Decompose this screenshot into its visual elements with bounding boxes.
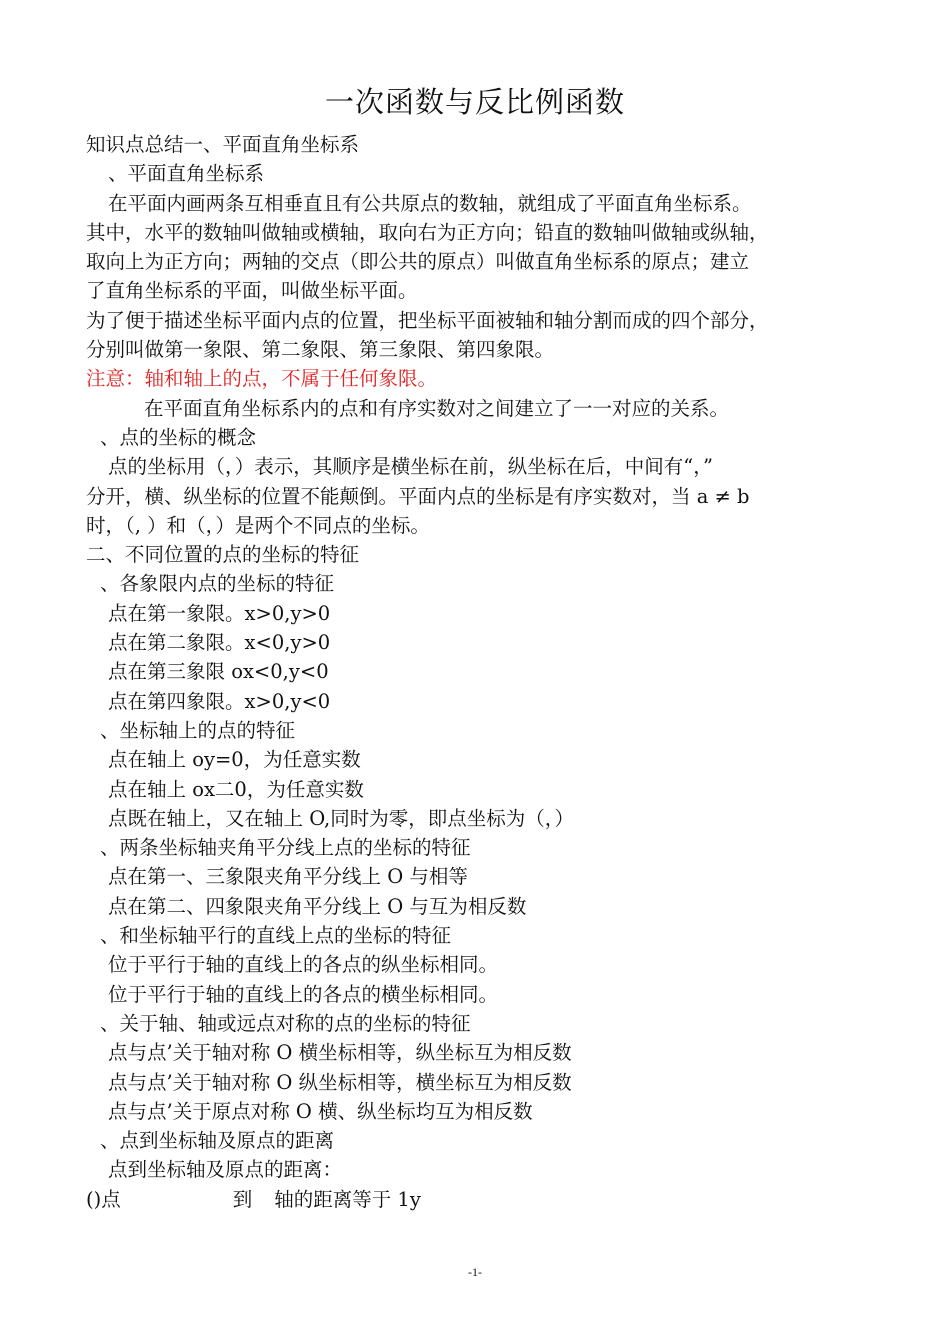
subsection-heading: 、点的坐标的概念 (100, 425, 257, 449)
paragraph-line: 为了便于描述坐标平面内点的位置，把坐标平面被轴和轴分割而成的四个部分， (86, 308, 769, 332)
list-item: 点既在轴上，又在轴上 O,同时为零，即点坐标为（，） (108, 806, 574, 830)
page-title: 一次函数与反比例函数 (324, 85, 625, 119)
list-item: 点与点’关于轴对称 O 纵坐标相等，横坐标互为相反数 (108, 1070, 572, 1094)
paragraph-line: 在平面内画两条互相垂直且有公共原点的数轴，就组成了平面直角坐标系。 (108, 191, 752, 215)
list-item: 点到坐标轴及原点的距离： (108, 1158, 343, 1182)
subsection-heading: 、和坐标轴平行的直线上点的坐标的特征 (100, 924, 452, 948)
paragraph-line: 其中，水平的数轴叫做轴或横轴，取向右为正方向；铅直的数轴叫做轴或纵轴， (86, 220, 769, 244)
subsection-heading: 、坐标轴上的点的特征 (100, 718, 296, 742)
subsection-heading: 、平面直角坐标系 (108, 162, 265, 186)
list-item: 点在第一、三象限夹角平分线上 O 与相等 (108, 865, 468, 889)
list-item: 点在第二象限。x<0,y>0 (108, 631, 331, 655)
paragraph-line: 时，（, ）和（，）是两个不同点的坐标。 (86, 513, 430, 537)
subsection-heading: 、点到坐标轴及原点的距离 (100, 1129, 335, 1153)
list-item: 点与点’关于原点对称 O 横、纵坐标均互为相反数 (108, 1099, 533, 1123)
paragraph-line: 取向上为正方向；两轴的交点（即公共的原点）叫做直角坐标系的原点；建立 (86, 250, 750, 274)
list-item: 点在第四象限。x>0,y<0 (108, 689, 331, 713)
note-line: 注意：轴和轴上的点，不属于任何象限。 (86, 367, 438, 391)
distance-line-part: ()点 (86, 1187, 121, 1211)
distance-line-part: 到 (232, 1187, 253, 1211)
paragraph-line: 点的坐标用（，）表示，其顺序是横坐标在前，纵坐标在后，中间有“，” (108, 455, 713, 479)
paragraph-line: 了直角坐标系的平面，叫做坐标平面。 (86, 279, 418, 303)
list-item: 点与点’关于轴对称 O 横坐标相等，纵坐标互为相反数 (108, 1041, 572, 1065)
distance-line (86, 1185, 876, 1214)
paragraph-line: 分开，横、纵坐标的位置不能颠倒。平面内点的坐标是有序实数对，当 a ≠ b (86, 484, 750, 508)
list-item: 点在轴上 oy=0，为任意实数 (108, 748, 361, 772)
list-item: 点在第三象限 ox<0,y<0 (108, 660, 329, 684)
section-heading: 知识点总结一、平面直角坐标系 (86, 133, 360, 156)
distance-line-part: 轴的距离等于 1y (274, 1187, 421, 1211)
list-item: 点在轴上 ox二0，为任意实数 (108, 777, 364, 801)
page-number: -1- (468, 1265, 482, 1279)
subsection-heading: 、各象限内点的坐标的特征 (100, 572, 335, 596)
list-item: 位于平行于轴的直线上的各点的纵坐标相同。 (108, 953, 499, 977)
subsection-heading: 、两条坐标轴夹角平分线上点的坐标的特征 (100, 836, 471, 860)
list-item: 位于平行于轴的直线上的各点的横坐标相同。 (108, 982, 499, 1006)
document-body (86, 130, 876, 1214)
list-item: 点在第二、四象限夹角平分线上 O 与互为相反数 (108, 894, 527, 918)
paragraph-line: 分别叫做第一象限、第二象限、第三象限、第四象限。 (86, 338, 555, 362)
section-heading: 二、不同位置的点的坐标的特征 (86, 543, 360, 567)
list-item: 点在第一象限。x>0,y>0 (108, 601, 331, 625)
subsection-heading: 、关于轴、轴或远点对称的点的坐标的特征 (100, 1011, 471, 1035)
paragraph-line: 在平面直角坐标系内的点和有序实数对之间建立了一一对应的关系。 (144, 396, 730, 420)
